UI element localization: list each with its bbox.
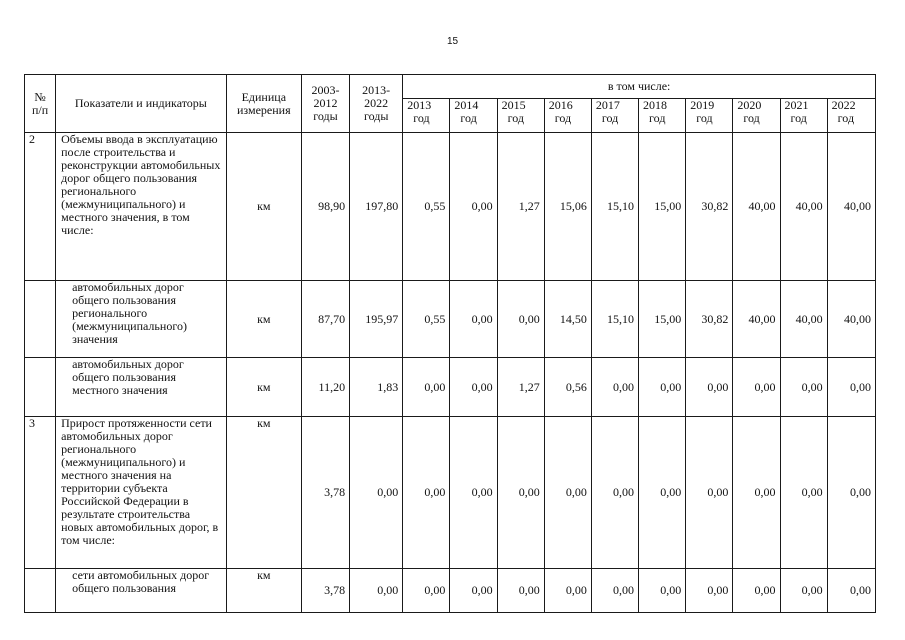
row-value-2018: 15,00 [639, 281, 686, 358]
header-year-2013 [403, 99, 450, 133]
header-including: в том числе: [403, 75, 876, 99]
row-period-2003-2012: 3,78 [301, 417, 349, 569]
row-value-2021: 0,00 [780, 417, 827, 569]
row-unit: км [226, 417, 301, 569]
row-value-2015: 0,00 [497, 569, 544, 613]
header-year-2020 [733, 99, 780, 133]
table-body [25, 133, 876, 613]
row-value-2016: 0,00 [544, 569, 591, 613]
row-period-2003-2012: 87,70 [301, 281, 349, 358]
header-year-value: 2016 [548, 98, 573, 112]
row-unit: км [226, 133, 301, 281]
row-value-2017: 15,10 [591, 281, 638, 358]
row-value-2014: 0,00 [450, 133, 497, 281]
header-indicator: Показатели и индикаторы [56, 75, 227, 133]
table-row [25, 569, 876, 613]
row-indicator: автомобильных дорог общего пользования регионального (межмуниципального) значения [56, 281, 227, 358]
row-value-2020: 0,00 [733, 417, 780, 569]
row-value-2018: 15,00 [639, 133, 686, 281]
row-value-2014: 0,00 [450, 569, 497, 613]
row-value-2021: 0,00 [780, 569, 827, 613]
header-period-2013-2022: 2013- 2022 годы [350, 75, 403, 133]
row-period-2013-2022: 0,00 [350, 417, 403, 569]
row-value-2017: 15,10 [591, 133, 638, 281]
row-value-2022: 40,00 [827, 281, 875, 358]
page-number: 15 [446, 36, 459, 47]
row-number: 2 [25, 133, 56, 281]
row-value-2015: 1,27 [497, 358, 544, 417]
row-value-2021: 40,00 [780, 133, 827, 281]
row-period-2013-2022: 195,97 [350, 281, 403, 358]
row-value-2013: 0,55 [403, 281, 450, 358]
row-period-2013-2022: 0,00 [350, 569, 403, 613]
header-year-2018 [639, 99, 686, 133]
row-value-2014: 0,00 [450, 358, 497, 417]
header-year-value: 2021 [784, 98, 809, 112]
row-value-2018: 0,00 [639, 358, 686, 417]
row-unit: км [226, 569, 301, 613]
header-year-value: 2022 [831, 98, 856, 112]
row-value-2016: 0,00 [544, 417, 591, 569]
row-value-2015: 0,00 [497, 417, 544, 569]
header-period-2003-2012: 2003- 2012 годы [301, 75, 349, 133]
header-year-word: год [790, 111, 807, 125]
row-indicator: Объемы ввода в эксплуатацию после строительства и реконструкции автомобильных дорог общего пользования регионального (межмуниципального) и местного значения, в том числе: [56, 133, 227, 281]
row-value-2015: 1,27 [497, 133, 544, 281]
row-value-2016: 0,56 [544, 358, 591, 417]
row-value-2013: 0,00 [403, 358, 450, 417]
row-value-2019: 0,00 [686, 358, 733, 417]
row-unit: км [226, 358, 301, 417]
row-value-2018: 0,00 [639, 417, 686, 569]
header-year-word: год [649, 111, 666, 125]
row-period-2003-2012: 3,78 [301, 569, 349, 613]
indicators-table [24, 74, 876, 613]
row-number [25, 358, 56, 417]
row-value-2019: 30,82 [686, 281, 733, 358]
row-indicator: автомобильных дорог общего пользования местного значения [56, 358, 227, 417]
header-year-2022 [827, 99, 875, 133]
row-value-2020: 40,00 [733, 133, 780, 281]
header-year-2015 [497, 99, 544, 133]
header-year-2016 [544, 99, 591, 133]
table-row [25, 417, 876, 569]
header-year-2017 [591, 99, 638, 133]
row-value-2018: 0,00 [639, 569, 686, 613]
row-value-2013: 0,00 [403, 569, 450, 613]
row-value-2014: 0,00 [450, 417, 497, 569]
row-value-2022: 0,00 [827, 569, 875, 613]
header-year-word: год [413, 111, 430, 125]
header-year-2021 [780, 99, 827, 133]
header-year-word: год [837, 111, 855, 125]
row-value-2013: 0,55 [403, 133, 450, 281]
row-value-2021: 0,00 [780, 358, 827, 417]
header-year-word: год [696, 111, 713, 125]
row-number: 3 [25, 417, 56, 569]
row-value-2017: 0,00 [591, 569, 638, 613]
row-period-2013-2022: 1,83 [350, 358, 403, 417]
header-year-2014 [450, 99, 497, 133]
header-year-2019 [686, 99, 733, 133]
row-value-2016: 14,50 [544, 281, 591, 358]
header-year-value: 2018 [643, 98, 668, 112]
header-year-word: год [743, 111, 760, 125]
row-value-2020: 0,00 [733, 358, 780, 417]
row-value-2017: 0,00 [591, 358, 638, 417]
row-period-2003-2012: 11,20 [301, 358, 349, 417]
row-value-2022: 0,00 [827, 358, 875, 417]
row-value-2016: 15,06 [544, 133, 591, 281]
header-year-value: 2017 [595, 98, 620, 112]
header-num: № п/п [25, 75, 56, 133]
row-value-2022: 0,00 [827, 417, 875, 569]
header-year-value: 2019 [690, 98, 715, 112]
row-value-2019: 30,82 [686, 133, 733, 281]
row-value-2020: 0,00 [733, 569, 780, 613]
header-year-word: год [601, 111, 619, 125]
row-value-2022: 40,00 [827, 133, 875, 281]
header-year-word: год [554, 111, 572, 125]
table-row [25, 358, 876, 417]
table-header [25, 75, 876, 133]
row-value-2015: 0,00 [497, 281, 544, 358]
header-year-value: 2015 [501, 98, 526, 112]
row-value-2017: 0,00 [591, 417, 638, 569]
header-year-value: 2014 [454, 98, 479, 112]
header-year-word: год [507, 111, 524, 125]
header-year-value: 2020 [737, 98, 762, 112]
header-unit: Единица измерения [226, 75, 301, 133]
row-value-2021: 40,00 [780, 281, 827, 358]
row-period-2013-2022: 197,80 [350, 133, 403, 281]
row-value-2014: 0,00 [450, 281, 497, 358]
row-value-2019: 0,00 [686, 417, 733, 569]
table-row [25, 133, 876, 281]
row-value-2019: 0,00 [686, 569, 733, 613]
header-year-value: 2013 [407, 98, 432, 112]
header-year-word: год [460, 111, 477, 125]
table-row [25, 281, 876, 358]
row-period-2003-2012: 98,90 [301, 133, 349, 281]
row-value-2013: 0,00 [403, 417, 450, 569]
row-unit: км [226, 281, 301, 358]
row-number [25, 569, 56, 613]
row-indicator: сети автомобильных дорог общего пользования [56, 569, 227, 613]
row-value-2020: 40,00 [733, 281, 780, 358]
row-indicator: Прирост протяженности сети автомобильных дорог регионального (межмуниципального) и местного значения на территории субъекта Российской Федерации в результате строительства новых автомобильных дорог, в том числе: [56, 417, 227, 569]
row-number [25, 281, 56, 358]
